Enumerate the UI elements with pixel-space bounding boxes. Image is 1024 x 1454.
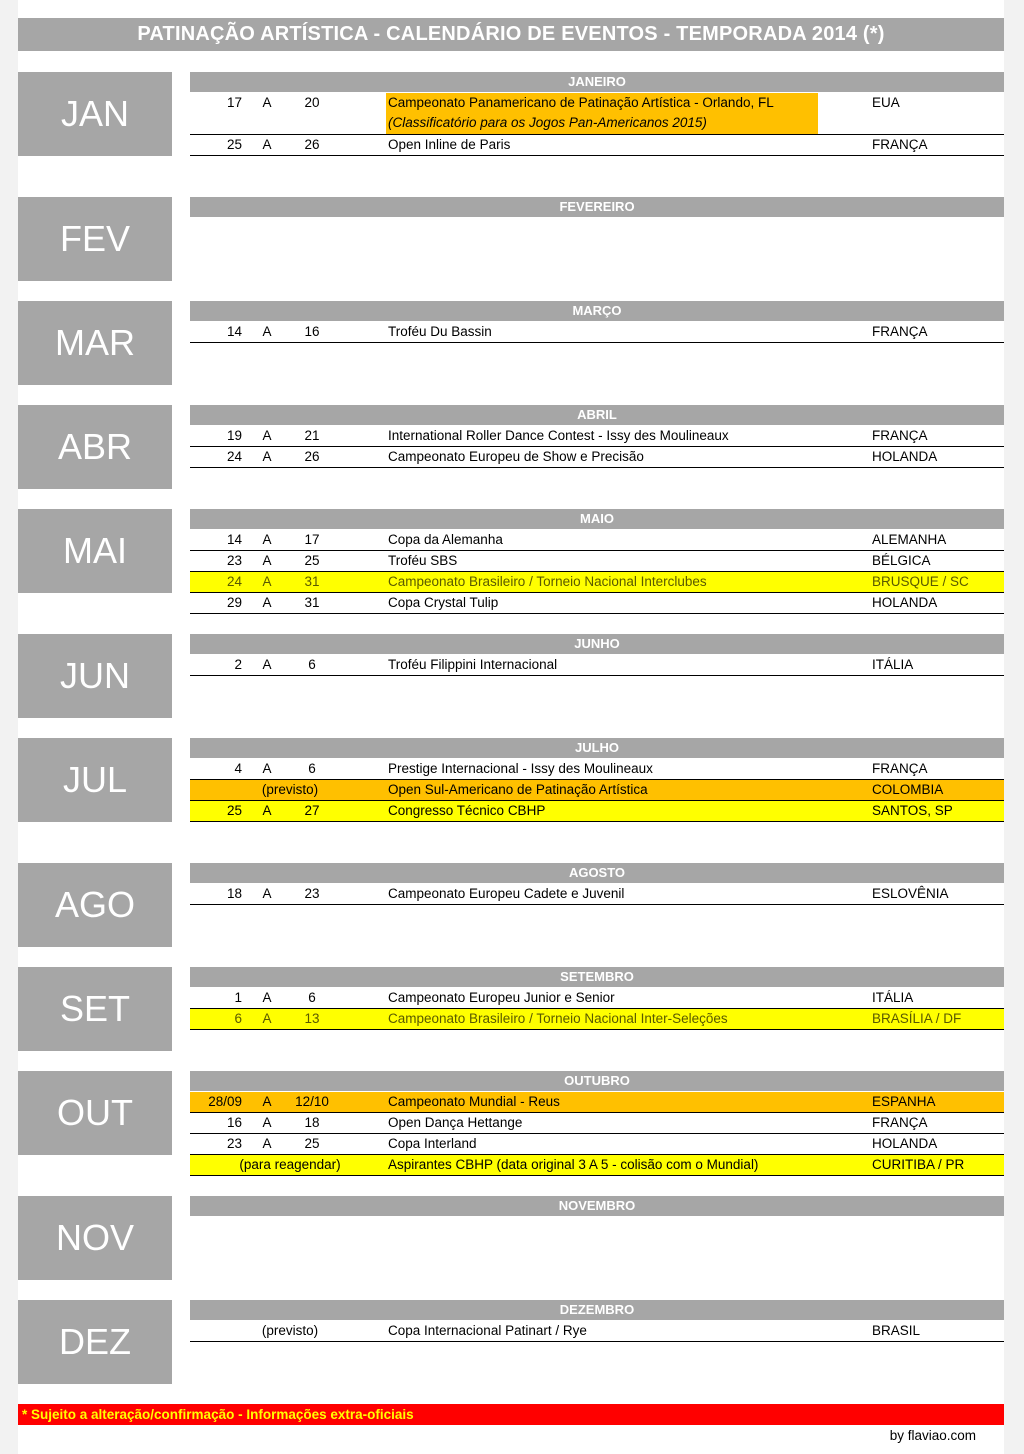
event-row bbox=[190, 988, 1004, 1009]
month-abbrev: NOV bbox=[18, 1196, 172, 1280]
event-date-separator: A bbox=[262, 886, 272, 901]
event-row bbox=[190, 1321, 1004, 1342]
event-date-separator: A bbox=[262, 990, 272, 1005]
month-header: DEZEMBRO bbox=[190, 1300, 1004, 1320]
event-name: Campeonato Europeu Junior e Senior bbox=[388, 990, 615, 1005]
month-abbrev: JAN bbox=[18, 72, 172, 156]
event-name: Copa Internacional Patinart / Rye bbox=[388, 1323, 587, 1338]
event-row bbox=[190, 655, 1004, 676]
event-end-day: 16 bbox=[304, 324, 320, 339]
event-name: International Roller Dance Contest - Issy des Moulineaux bbox=[388, 428, 729, 443]
event-name: Campeonato Mundial - Reus bbox=[388, 1094, 560, 1109]
event-name: Open Inline de Paris bbox=[388, 137, 511, 152]
event-end-day: 18 bbox=[304, 1115, 320, 1130]
event-row bbox=[190, 884, 1004, 905]
event-start-day: 17 bbox=[226, 95, 242, 110]
event-row bbox=[190, 426, 1004, 447]
event-start-day: 6 bbox=[234, 1011, 242, 1026]
event-name: Prestige Internacional - Issy des Moulineaux bbox=[388, 761, 653, 776]
event-row bbox=[190, 447, 1004, 468]
event-date-note: (previsto) bbox=[261, 1323, 319, 1338]
event-start-day: 19 bbox=[226, 428, 242, 443]
event-date-separator: A bbox=[262, 595, 272, 610]
event-date-separator: A bbox=[262, 574, 272, 589]
event-row bbox=[190, 93, 1004, 135]
event-end-day: 6 bbox=[308, 761, 316, 776]
event-country: ALEMANHA bbox=[872, 532, 947, 547]
month-abbrev: MAI bbox=[18, 509, 172, 593]
event-list bbox=[190, 530, 1004, 614]
month-header: OUTUBRO bbox=[190, 1071, 1004, 1091]
event-name: Copa Interland bbox=[388, 1136, 477, 1151]
event-country: ITÁLIA bbox=[872, 657, 914, 672]
event-end-day: 17 bbox=[304, 532, 320, 547]
event-start-day: 1 bbox=[234, 990, 242, 1005]
event-date-note: (para reagendar) bbox=[239, 1157, 341, 1172]
month-abbrev: JUL bbox=[18, 738, 172, 822]
event-country: BRASÍLIA / DF bbox=[872, 1011, 962, 1026]
disclaimer-text: * Sujeito a alteração/confirmação - Informações extra-oficiais bbox=[22, 1407, 414, 1422]
month-header: MAIO bbox=[190, 509, 1004, 529]
event-row bbox=[190, 1092, 1004, 1113]
event-date-separator: A bbox=[262, 137, 272, 152]
month-header: SETEMBRO bbox=[190, 967, 1004, 987]
event-start-day: 18 bbox=[226, 886, 242, 901]
event-row bbox=[190, 1113, 1004, 1134]
event-start-day: 23 bbox=[226, 553, 242, 568]
event-end-day: 25 bbox=[304, 553, 320, 568]
event-row bbox=[190, 572, 1004, 593]
event-date-separator: A bbox=[262, 532, 272, 547]
event-row bbox=[190, 551, 1004, 572]
event-date-separator: A bbox=[262, 1094, 272, 1109]
event-row bbox=[190, 801, 1004, 822]
month-abbrev: AGO bbox=[18, 863, 172, 947]
event-date-separator: A bbox=[262, 1115, 272, 1130]
event-name: Campeonato Panamericano de Patinação Artística - Orlando, FL bbox=[388, 95, 774, 110]
event-country: FRANÇA bbox=[872, 137, 928, 152]
event-date-separator: A bbox=[262, 553, 272, 568]
event-name: Open Dança Hettange bbox=[388, 1115, 523, 1130]
event-start-day: 29 bbox=[226, 595, 242, 610]
event-country: COLOMBIA bbox=[872, 782, 944, 797]
event-start-day: 2 bbox=[234, 657, 242, 672]
event-end-day: 31 bbox=[304, 595, 320, 610]
event-list bbox=[190, 1321, 1004, 1342]
event-date-separator: A bbox=[262, 1011, 272, 1026]
month-header: NOVEMBRO bbox=[190, 1196, 1004, 1216]
event-country: HOLANDA bbox=[872, 449, 938, 464]
month-header: MARÇO bbox=[190, 301, 1004, 321]
event-date-separator: A bbox=[262, 428, 272, 443]
event-list bbox=[190, 322, 1004, 343]
event-row bbox=[190, 593, 1004, 614]
event-name: Copa Crystal Tulip bbox=[388, 595, 499, 610]
disclaimer-bar bbox=[18, 1404, 1004, 1425]
event-end-day: 31 bbox=[304, 574, 320, 589]
event-name: Campeonato Brasileiro / Torneio Nacional Inter-Seleções bbox=[388, 1011, 728, 1026]
event-start-day: 16 bbox=[226, 1115, 242, 1130]
month-abbrev: SET bbox=[18, 967, 172, 1051]
month-abbrev: MAR bbox=[18, 301, 172, 385]
event-name: Troféu Filippini Internacional bbox=[388, 657, 558, 672]
event-date-separator: A bbox=[262, 803, 272, 818]
event-end-day: 21 bbox=[304, 428, 320, 443]
event-name: Open Sul-Americano de Patinação Artística bbox=[388, 782, 648, 797]
event-list bbox=[190, 93, 1004, 156]
event-list bbox=[190, 884, 1004, 905]
event-date-separator: A bbox=[262, 95, 272, 110]
event-country: EUA bbox=[872, 95, 900, 110]
event-country: FRANÇA bbox=[872, 1115, 928, 1130]
event-date-separator: A bbox=[262, 761, 272, 776]
event-start-day: 24 bbox=[226, 574, 242, 589]
event-list bbox=[190, 1092, 1004, 1176]
event-country: FRANÇA bbox=[872, 428, 928, 443]
event-date-separator: A bbox=[262, 324, 272, 339]
event-name: Troféu Du Bassin bbox=[388, 324, 492, 339]
event-name: Campeonato Europeu de Show e Precisão bbox=[388, 449, 644, 464]
page-title: PATINAÇÃO ARTÍSTICA - CALENDÁRIO DE EVENTOS - TEMPORADA 2014 (*) bbox=[18, 18, 1004, 51]
event-country: ITÁLIA bbox=[872, 990, 914, 1005]
event-list bbox=[190, 426, 1004, 468]
event-end-day: 23 bbox=[304, 886, 320, 901]
event-start-day: 25 bbox=[226, 137, 242, 152]
event-end-day: 6 bbox=[308, 657, 316, 672]
event-row bbox=[190, 530, 1004, 551]
event-date-separator: A bbox=[262, 1136, 272, 1151]
event-country: ESPANHA bbox=[872, 1094, 936, 1109]
event-name: Campeonato Europeu Cadete e Juvenil bbox=[388, 886, 625, 901]
event-row bbox=[190, 780, 1004, 801]
event-end-day: 25 bbox=[304, 1136, 320, 1151]
event-end-day: 13 bbox=[304, 1011, 320, 1026]
event-row bbox=[190, 1155, 1004, 1176]
event-country: BÉLGICA bbox=[872, 553, 931, 568]
event-end-day: 26 bbox=[304, 137, 320, 152]
event-date-separator: A bbox=[262, 449, 272, 464]
event-country: HOLANDA bbox=[872, 595, 938, 610]
event-start-day: 25 bbox=[226, 803, 242, 818]
event-list bbox=[190, 655, 1004, 676]
event-name: Campeonato Brasileiro / Torneio Nacional Interclubes bbox=[388, 574, 707, 589]
event-row bbox=[190, 1009, 1004, 1030]
event-name: Copa da Alemanha bbox=[388, 532, 503, 547]
month-abbrev: OUT bbox=[18, 1071, 172, 1155]
event-country: HOLANDA bbox=[872, 1136, 938, 1151]
event-subtitle: (Classificatório para os Jogos Pan-Americanos 2015) bbox=[388, 115, 707, 130]
event-end-day: 12/10 bbox=[295, 1094, 329, 1109]
event-start-day: 28/09 bbox=[208, 1094, 242, 1109]
event-end-day: 26 bbox=[304, 449, 320, 464]
month-abbrev: DEZ bbox=[18, 1300, 172, 1384]
event-name: Aspirantes CBHP (data original 3 A 5 - colisão com o Mundial) bbox=[388, 1157, 759, 1172]
month-header: AGOSTO bbox=[190, 863, 1004, 883]
month-abbrev: ABR bbox=[18, 405, 172, 489]
month-header: JULHO bbox=[190, 738, 1004, 758]
event-row bbox=[190, 135, 1004, 156]
event-date-separator: A bbox=[262, 657, 272, 672]
event-country: FRANÇA bbox=[872, 761, 928, 776]
event-row bbox=[190, 322, 1004, 343]
month-header: FEVEREIRO bbox=[190, 197, 1004, 217]
event-country: SANTOS, SP bbox=[872, 803, 953, 818]
month-header: JANEIRO bbox=[190, 72, 1004, 92]
event-start-day: 4 bbox=[234, 761, 242, 776]
month-abbrev: JUN bbox=[18, 634, 172, 718]
event-row bbox=[190, 759, 1004, 780]
event-list bbox=[190, 759, 1004, 822]
month-header: ABRIL bbox=[190, 405, 1004, 425]
event-country: BRUSQUE / SC bbox=[872, 574, 969, 589]
event-country: CURITIBA / PR bbox=[872, 1157, 965, 1172]
month-header: JUNHO bbox=[190, 634, 1004, 654]
event-name: Troféu SBS bbox=[388, 553, 458, 568]
event-country: FRANÇA bbox=[872, 324, 928, 339]
event-end-day: 20 bbox=[304, 95, 320, 110]
event-country: ESLOVÊNIA bbox=[872, 886, 949, 901]
event-row bbox=[190, 1134, 1004, 1155]
event-country: BRASIL bbox=[872, 1323, 921, 1338]
event-end-day: 6 bbox=[308, 990, 316, 1005]
event-list bbox=[190, 988, 1004, 1030]
event-name: Congresso Técnico CBHP bbox=[388, 803, 546, 818]
event-start-day: 23 bbox=[226, 1136, 242, 1151]
event-date-note: (previsto) bbox=[261, 782, 319, 797]
event-start-day: 24 bbox=[226, 449, 242, 464]
event-end-day: 27 bbox=[304, 803, 320, 818]
event-start-day: 14 bbox=[226, 324, 242, 339]
month-abbrev: FEV bbox=[18, 197, 172, 281]
credit-text: by flaviao.com bbox=[889, 1428, 976, 1443]
event-start-day: 14 bbox=[226, 532, 242, 547]
